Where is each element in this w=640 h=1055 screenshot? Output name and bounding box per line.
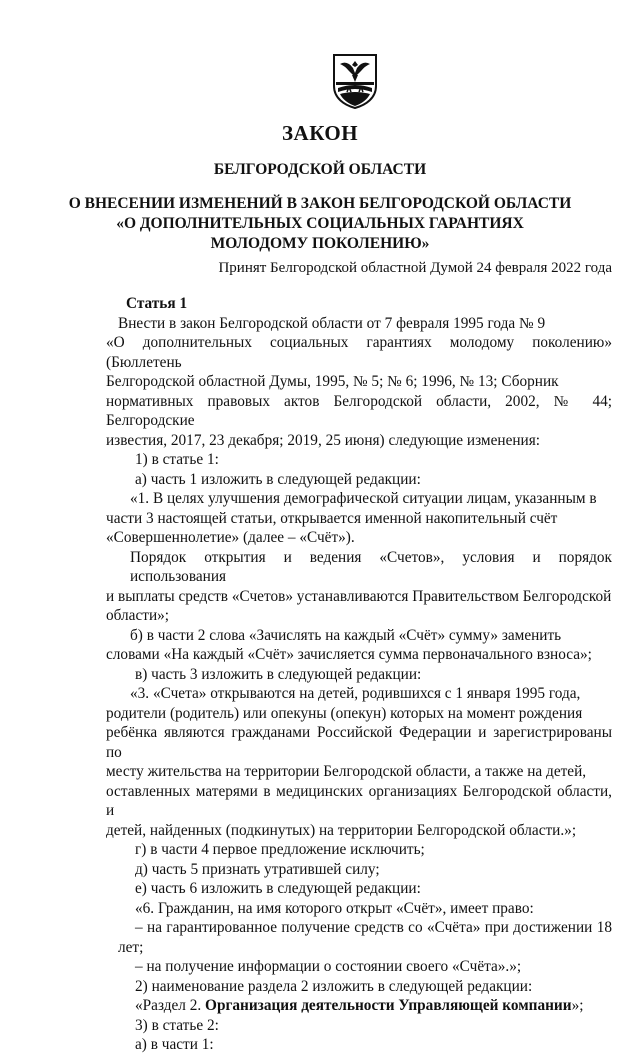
section-suffix: »; bbox=[571, 997, 584, 1014]
heading-line: О ВНЕСЕНИИ ИЗМЕНЕНИЙ В ЗАКОН БЕЛГОРОДСКОЙ ОБЛАСТИ bbox=[68, 195, 572, 212]
quote-block bbox=[106, 684, 612, 840]
paragraph bbox=[108, 314, 612, 334]
heading-line: МОЛОДОМУ ПОКОЛЕНИЮ» bbox=[210, 235, 430, 252]
quote-line: «6. Гражданин, на имя которого открыт «Счёт», имеет право: bbox=[135, 899, 534, 917]
text-line: родители (родитель) или опекуны (опекун) которых на момент рождения bbox=[106, 704, 583, 722]
list-item: 1) в статье 1: bbox=[135, 451, 219, 468]
text-line: «3. «Счета» открываются на детей, родившихся с 1 января 1995 года, bbox=[130, 685, 581, 702]
adoption-note: Принят Белгородской областной Думой 24 февраля 2022 года bbox=[218, 260, 612, 276]
region-subtitle: БЕЛГОРОДСКОЙ ОБЛАСТИ bbox=[213, 161, 427, 178]
list-item: г) в части 4 первое предложение исключить; bbox=[135, 841, 425, 858]
list-item: а) часть 1 изложить в следующей редакции: bbox=[135, 470, 421, 488]
text-line: нормативных правовых актов Белгородской области, 2002, № 44; Белгородские bbox=[106, 392, 612, 429]
list-item: а) в части 1: bbox=[135, 1036, 214, 1053]
text-line: месту жительства на территории Белгородской области, а также на детей, bbox=[106, 763, 587, 780]
text-line: и выплаты средств «Счетов» устанавливаются Правительством Белгородской bbox=[106, 587, 612, 605]
document-body bbox=[106, 294, 612, 1055]
text-line: словами «На каждый «Счёт» зачисляется сумма первоначального взноса»; bbox=[106, 646, 592, 663]
text-line: б) в части 2 слова «Зачислять на каждый «Счёт» сумму» заменить bbox=[130, 626, 562, 644]
belgorod-coat-of-arms-icon bbox=[330, 52, 380, 110]
text-line: области»; bbox=[106, 607, 170, 624]
paragraph bbox=[106, 548, 612, 626]
text-line: части 3 настоящей статьи, открывается именной накопительный счёт bbox=[106, 509, 558, 527]
law-heading bbox=[0, 194, 640, 254]
text-line: «О дополнительных социальных гарантиях молодому поколению» (Бюллетень bbox=[106, 334, 612, 371]
dash-item: – на гарантированное получение средств со «Счёта» при достижении 18 лет; bbox=[118, 919, 612, 956]
article-heading: Статья 1 bbox=[126, 295, 188, 312]
text-line: «Совершеннолетие» (далее – «Счёт»). bbox=[106, 529, 355, 546]
section-title-line bbox=[118, 996, 612, 1016]
text-line: оставленных матерями в медицинских организациях Белгородской области, и bbox=[106, 782, 612, 819]
text-line: Внести в закон Белгородской области от 7 февраля 1995 года № 9 bbox=[118, 314, 546, 332]
dash-item: – на получение информации о состоянии своего «Счёта».»; bbox=[135, 958, 522, 975]
section-prefix: «Раздел 2. bbox=[135, 997, 206, 1014]
list-item: д) часть 5 признать утратившей силу; bbox=[135, 860, 380, 878]
list-item: в) часть 3 изложить в следующей редакции: bbox=[135, 665, 422, 683]
section-title: Организация деятельности Управляющей компании bbox=[205, 997, 572, 1014]
text-line: ребёнка являются гражданами Российской Федерации и зарегистрированы по bbox=[106, 724, 612, 761]
list-item: 3) в статье 2: bbox=[135, 1016, 219, 1034]
law-title: ЗАКОН bbox=[281, 121, 359, 145]
list-item bbox=[106, 626, 612, 665]
paragraph-continuation bbox=[106, 333, 612, 450]
text-line: известия, 2017, 23 декабря; 2019, 25 июня) следующие изменения: bbox=[106, 431, 541, 449]
heading-line: «О ДОПОЛНИТЕЛЬНЫХ СОЦИАЛЬНЫХ ГАРАНТИЯХ bbox=[116, 215, 524, 232]
list-item: 2) наименование раздела 2 изложить в следующей редакции: bbox=[135, 977, 533, 995]
text-line: Белгородской областной Думы, 1995, № 5; № 6; 1996, № 13; Сборник bbox=[106, 373, 559, 390]
quote-block bbox=[106, 489, 612, 548]
text-line: детей, найденных (подкинутых) на территории Белгородской области.»; bbox=[106, 821, 577, 839]
text-line: Порядок открытия и ведения «Счетов», условия и порядок использования bbox=[130, 548, 612, 585]
text-line: «1. В целях улучшения демографической ситуации лицам, указанным в bbox=[130, 490, 597, 507]
list-item: е) часть 6 изложить в следующей редакции: bbox=[135, 880, 421, 897]
